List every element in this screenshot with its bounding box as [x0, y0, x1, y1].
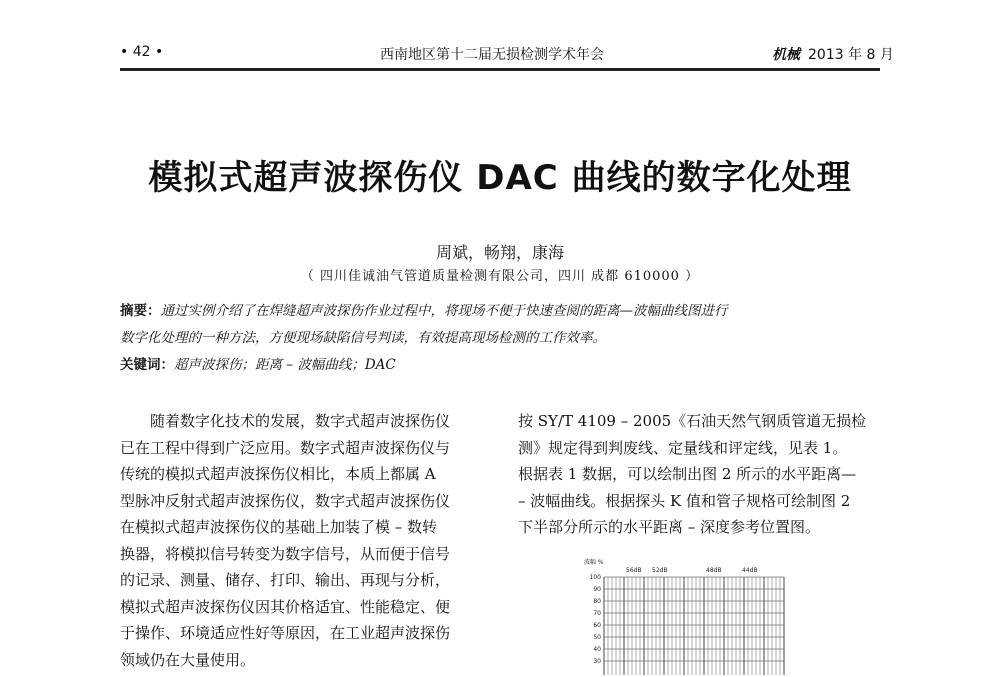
left-line: 于操作、环境适应性好等原因，在工业超声波探伤 — [120, 624, 451, 642]
right-line: 按 SY/T 4109 – 2005《石油天然气钢质管道无损检 — [518, 412, 867, 430]
figure-grid — [604, 577, 784, 675]
left-line: 领域仍在大量使用。 — [120, 650, 256, 669]
abstract-label: 摘要： — [120, 303, 161, 319]
body-right-column — [518, 408, 888, 541]
affiliation: （ 四川佳诚油气管道质量检测有限公司，四川 成都 610000 ） — [300, 269, 700, 284]
left-line: 的记录、测量、储存、打印、输出、再现与分析， — [120, 571, 451, 589]
left-line: 传统的模拟式超声波探伤仪相比，本质上都属 A — [120, 465, 436, 483]
y-tick-label: 80 — [593, 598, 601, 605]
y-tick-label: 50 — [593, 634, 601, 641]
authors: 周斌，畅翔，康海 — [435, 243, 564, 262]
keywords-label: 关键词： — [120, 357, 174, 373]
dac-figure — [578, 555, 798, 677]
db-label: 48dB — [706, 567, 722, 574]
right-line: 根据表 1 数据，可以绘制出图 2 所示的水平距离— — [518, 465, 857, 483]
abstract-line-2: 数字化处理的一种方法，方便现场缺陷信号判读，有效提高现场检测的工作效率。 — [120, 330, 606, 346]
left-line: 型脉冲反射式超声波探伤仪，数字式超声波探伤仪 — [120, 491, 451, 510]
right-line: 测》规定得到判废线、定量线和评定线，见表 1。 — [518, 438, 848, 457]
paper-title: 模拟式超声波探伤仪 DAC 曲线的数字化处理 — [148, 158, 852, 198]
db-label: 52dB — [652, 567, 668, 574]
db-label: 56dB — [626, 567, 642, 574]
right-line: – 波幅曲线。根据探头 K 值和管子规格可绘制图 2 — [518, 491, 851, 510]
left-line: 随着数字化技术的发展，数字式超声波探伤仪 — [120, 412, 451, 430]
db-labels — [626, 567, 758, 574]
figure-ylabel: 波幅 % — [584, 559, 604, 566]
journal-name: 机械 — [772, 47, 800, 63]
keywords-text: 超声波探伤；距离 – 波幅曲线；DAC — [174, 357, 396, 373]
db-label: 44dB — [742, 567, 758, 574]
page-number: • 42 • — [120, 44, 164, 60]
left-line: 模拟式超声波探伤仪因其价格适宜、性能稳定、便 — [120, 597, 451, 616]
right-line: 下半部分所示的水平距离 – 深度参考位置图。 — [518, 518, 821, 536]
keywords — [120, 352, 885, 379]
header-rule — [120, 68, 880, 71]
left-line: 在模拟式超声波探伤仪的基础上加装了模 – 数转 — [120, 518, 438, 536]
left-line: 已在工程中得到广泛应用。数字式超声波探伤仪与 — [120, 438, 451, 457]
left-line: 换器，将模拟信号转变为数字信号，从而便于信号 — [120, 544, 451, 563]
y-tick-label: 90 — [593, 586, 601, 593]
abstract-line-1 — [120, 298, 885, 325]
running-header: 西南地区第十二届无损检测学术年会 — [380, 47, 604, 63]
body-left-column — [120, 408, 490, 673]
y-tick-label: 70 — [593, 610, 601, 617]
issue-date: 2013 年 8 月 — [808, 47, 894, 63]
abstract-text-1: 通过实例介绍了在焊缝超声波探伤作业过程中，将现场不便于快速查阅的距离—波幅曲线图进行 — [160, 303, 728, 319]
y-tick-label: 60 — [593, 622, 601, 629]
y-tick-label: 40 — [593, 646, 601, 653]
y-tick-labels — [590, 574, 602, 665]
y-tick-label: 30 — [593, 658, 601, 665]
y-tick-label: 100 — [589, 574, 601, 581]
